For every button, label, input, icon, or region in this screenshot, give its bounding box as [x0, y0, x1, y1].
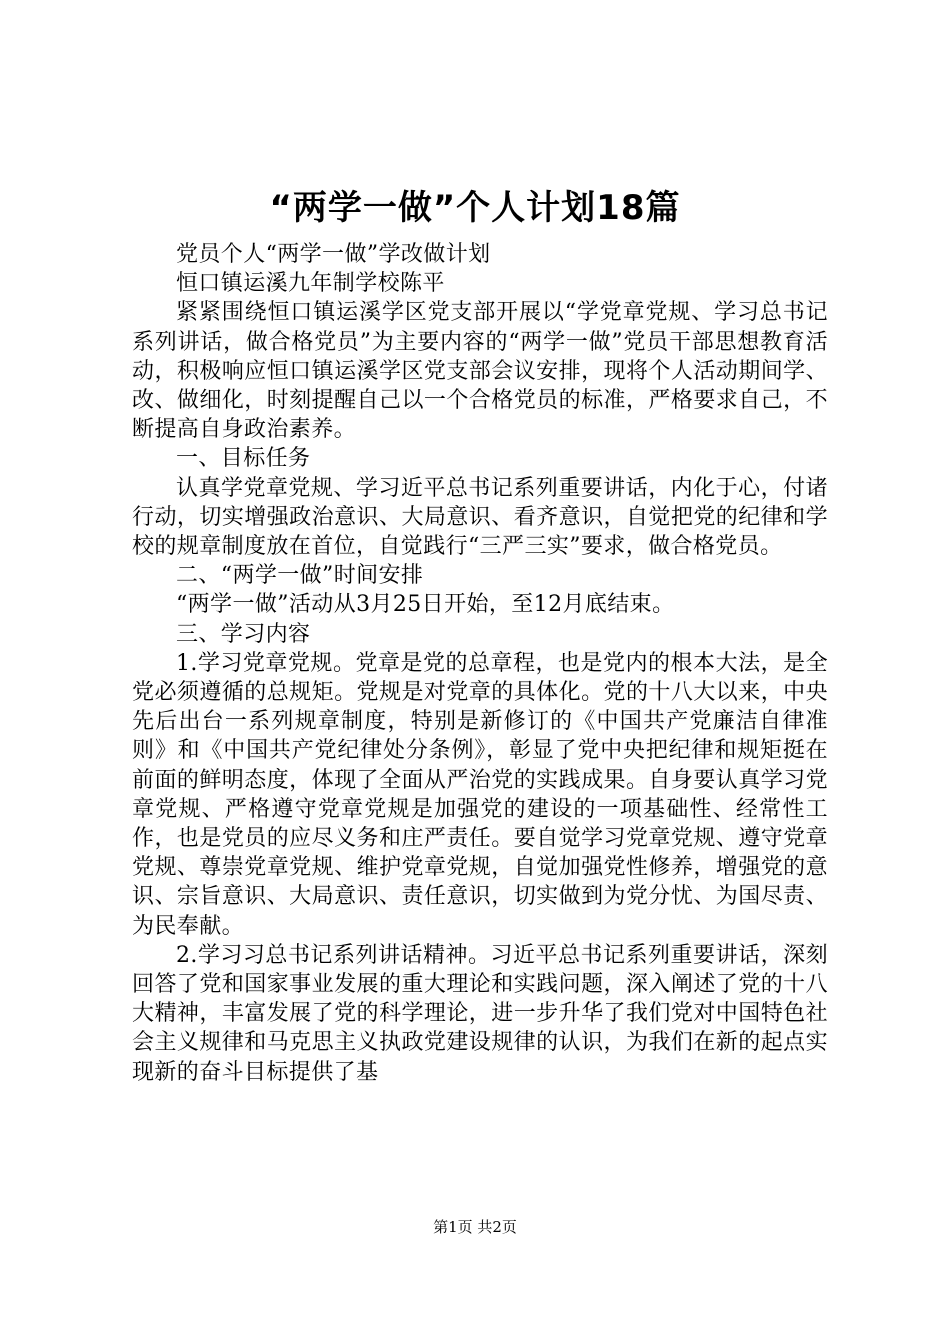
paragraph-schedule: “两学一做”活动从3月25日开始，至12月底结束。: [176, 592, 675, 618]
paragraph-study-1: 1.学习党章党规。党章是党的总章程，也是党内的根本大法，是全党必须遵循的总规矩。党规是对党章的具体化。党的十八大以来，中央先后出台一系列规章制度，特别是新修订的《中国共产党廉洁自律准则》和《中国共产党纪律处分条例》，彰显了党中央把纪律和规矩挺在前面的鲜明态度，体现了全面从严治党的实践成果。自身要认真学习党章党规、严格遵守党章党规是加强党的建设的一项基础性、经常性工作，也是党员的应尽义务和庄严责任。要自觉学习党章党规、遵守党章党规、尊崇党章党规、维护党章党规，自觉加强党性修养，增强党的意识、宗旨意识、大局意识、责任意识，切实做到为党分忧、为国尽责、为民奉献。: [132, 650, 828, 939]
document-body: [132, 240, 828, 1087]
section-heading-goals: 一、目标任务: [176, 446, 311, 472]
paragraph-study-2: 2.学习习总书记系列讲话精神。习近平总书记系列重要讲话，深刻回答了党和国家事业发展的重大理论和实践问题，深入阐述了党的十八大精神，丰富发展了党的科学理论，进一步升华了我们党对中国特色社会主义规律和马克思主义执政党建设规律的认识，为我们在新的起点实现新的奋斗目标提供了基: [132, 942, 828, 1085]
document-title: “两学一做”个人计划18篇: [269, 188, 681, 228]
paragraph-author: 恒口镇运溪九年制学校陈平: [176, 271, 445, 297]
paragraph-goals: 认真学党章党规、学习近平总书记系列重要讲话，内化于心，付诸行动，切实增强政治意识、大局意识、看齐意识，自觉把党的纪律和学校的规章制度放在首位，自觉践行“三严三实”要求，做合格党员。: [132, 475, 828, 560]
section-heading-content: 三、学习内容: [176, 621, 311, 647]
section-heading-schedule: 二、“两学一做”时间安排: [176, 563, 424, 589]
page-footer: 第1页 共2页: [433, 1218, 517, 1236]
paragraph-intro: 紧紧围绕恒口镇运溪学区党支部开展以“学党章党规、学习总书记系列讲话，做合格党员”为主要内容的“两学一做”党员干部思想教育活动，积极响应恒口镇运溪学区党支部会议安排，现将个人活动期间学、改、做细化，时刻提醒自己以一个合格党员的标准，严格要求自己，不断提高自身政治素养。: [132, 300, 828, 443]
paragraph-subtitle: 党员个人“两学一做”学改做计划: [176, 242, 491, 267]
